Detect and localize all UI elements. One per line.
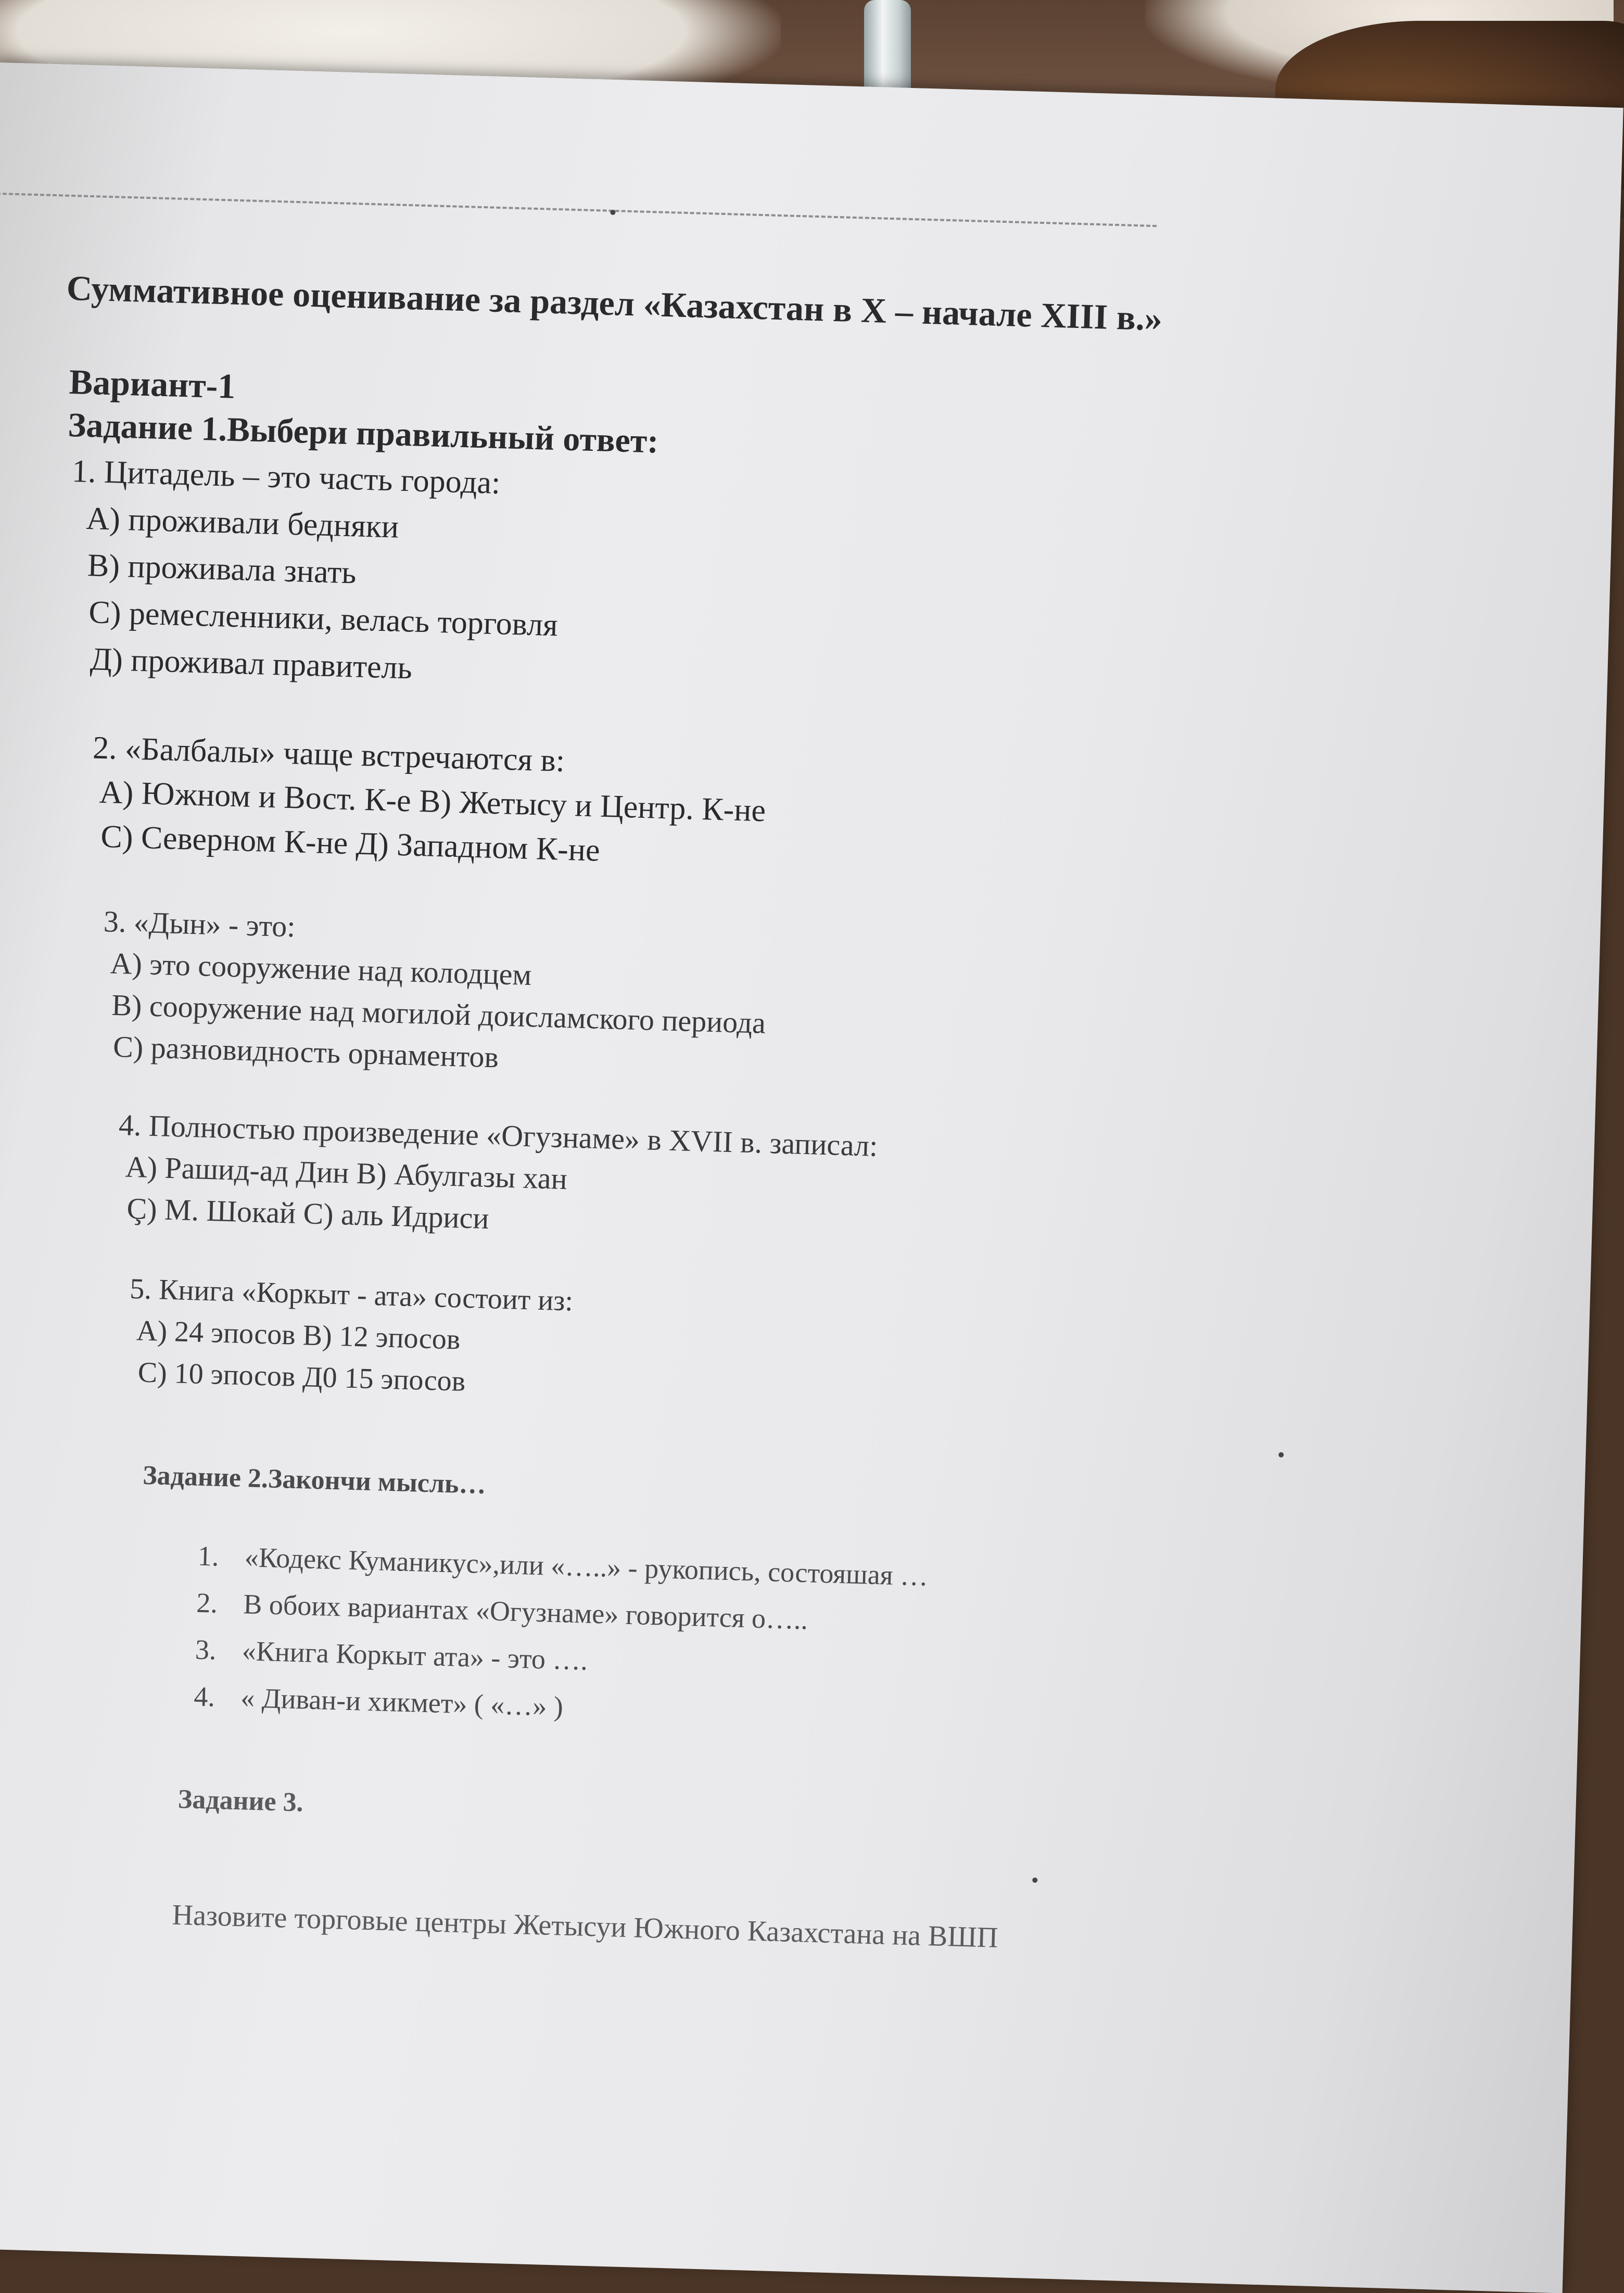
task2-item-1: «Кодекс Куманикус»,или «…..» - рукопись, состояшая … xyxy=(244,1541,929,1592)
paper-speck xyxy=(1278,1452,1284,1458)
document-title: Суммативное оценивание за раздел «Казахстан в Х – начале ХIII в.» xyxy=(66,268,1163,338)
variant-label: Вариант-1 xyxy=(68,361,236,406)
question-1-option-c: С) ремесленники, велась торговля xyxy=(88,594,559,643)
task2-item-2-number: 2. xyxy=(196,1587,218,1619)
paper-sheet xyxy=(0,62,1623,2293)
question-1: 1. Цитадель – это часть города: xyxy=(71,453,501,501)
question-5-options-line-2: С) 10 эпосов Д0 15 эпосов xyxy=(137,1356,466,1398)
question-1-option-a: А) проживали бедняки xyxy=(85,500,400,545)
task2-item-4-number: 4. xyxy=(193,1680,215,1713)
task2-item-2: В обоих вариантах «Огузнаме» говорится о….. xyxy=(243,1588,808,1636)
task2-heading: Задание 2.Закончи мысль… xyxy=(142,1460,487,1500)
cut-line-divider xyxy=(0,193,1157,227)
question-3: 3. «Дын» - это: xyxy=(103,904,296,944)
question-4-options-line-2: Ç) М. Шокай С) аль Идриси xyxy=(126,1191,490,1236)
question-2: 2. «Балбалы» чаще встречаются в: xyxy=(92,730,566,779)
question-3-option-c: С) разновидность орнаментов xyxy=(112,1029,499,1074)
paper-speck xyxy=(1032,1878,1037,1883)
task2-item-3: «Книга Коркыт ата» - это …. xyxy=(242,1635,588,1676)
question-3-option-b: В) сооружение над могилой доисламского периода xyxy=(111,987,766,1040)
task3-text: Назовите торговые центры Жетысуи Южного Казахстана на ВШП xyxy=(171,1898,999,1954)
question-1-option-d: Д) проживал правитель xyxy=(90,641,413,686)
task2-item-4: « Диван-и хикмет» ( «…» ) xyxy=(240,1682,564,1722)
question-4-options-line-1: А) Рашид-ад Дин В) Абулгазы хан xyxy=(124,1149,568,1196)
question-2-options-line-1: А) Южном и Вост. К-е В) Жетысу и Центр. К-не xyxy=(98,774,766,829)
question-5-options-line-1: А) 24 эпосов В) 12 эпосов xyxy=(136,1314,461,1356)
task3-heading: Задание 3. xyxy=(177,1784,304,1818)
question-3-option-a: А) это сооружение над колодцем xyxy=(109,946,532,992)
paper-speck xyxy=(610,210,615,215)
task1-heading: Задание 1.Выбери правильный ответ: xyxy=(67,406,659,461)
question-1-option-b: В) проживала знать xyxy=(87,548,357,591)
task2-item-3-number: 3. xyxy=(195,1633,217,1666)
question-5: 5. Книга «Коркыт - ата» состоит из: xyxy=(129,1272,574,1317)
task2-item-1-number: 1. xyxy=(197,1540,220,1572)
question-4: 4. Полностью произведение «Огузнаме» в XVII в. записал: xyxy=(118,1108,879,1163)
question-2-options-line-2: С) Северном К-не Д) Западном К-не xyxy=(100,818,601,868)
